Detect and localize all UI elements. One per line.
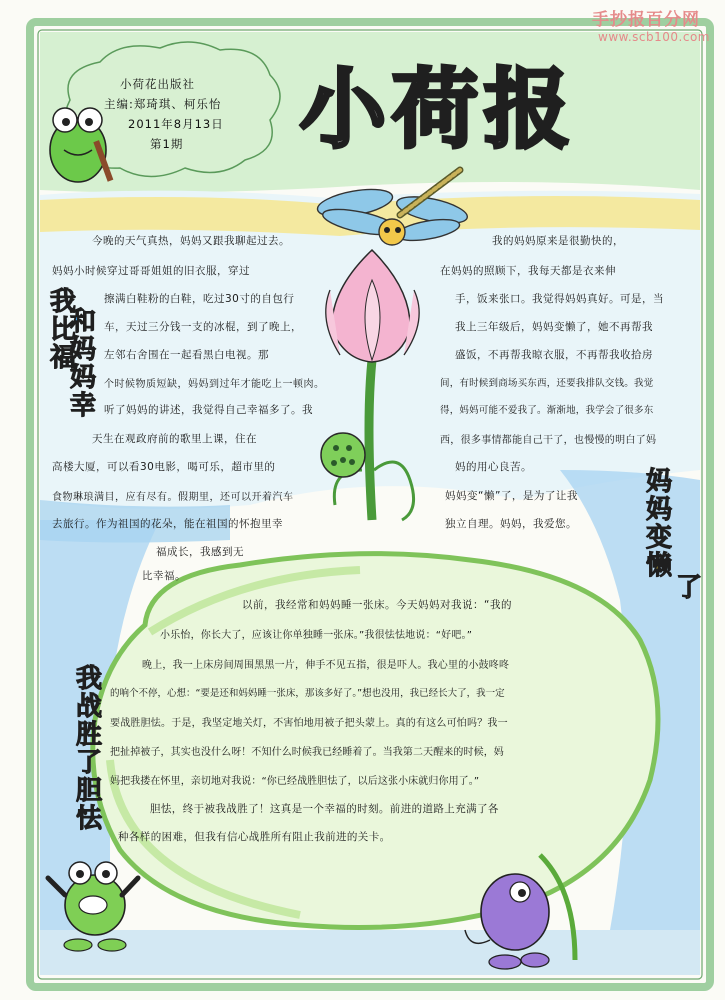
article1-line: 天生在观政府前的歌里上课，住在: [92, 433, 257, 445]
article2-line: 我上三年级后，妈妈变懒了，她不再帮我: [455, 321, 653, 333]
article2-title: [646, 468, 676, 580]
article1-title-char: 我: [50, 287, 77, 317]
article2-line: 手，饭来张口。我觉得妈妈真好。可是，当: [455, 293, 664, 305]
article2-title-char: 懒: [646, 551, 673, 581]
article3-title-char: 战: [76, 692, 103, 722]
publisher-date: 2011年8月13日: [128, 117, 224, 131]
article2-title-tail: [676, 573, 703, 603]
article3-title-char: 怯: [76, 804, 103, 834]
article3-title-char: 我: [76, 664, 103, 694]
article2-line: 我的妈妈原来是很勤快的，: [492, 235, 624, 247]
article2-line: 西，很多事情都能自己干了，也慢慢的明白了妈: [440, 435, 657, 446]
article3-line: 小乐怡，你长大了，应该让你单独睡一张床。”我很怯怯地说：“好吧。”: [160, 630, 473, 641]
article2-title-char: 妈: [646, 495, 673, 525]
publisher-issue: 第1期: [150, 137, 184, 151]
publisher-name: 小荷花出版社: [120, 77, 195, 91]
article1-title-char: 妈: [70, 363, 97, 393]
article1-title-char: 比: [50, 315, 77, 345]
article1-line: 去旅行。作为祖国的花朵，能在祖国的怀抱里幸: [52, 518, 283, 530]
masthead-title: 小荷报: [300, 60, 576, 160]
article2-line: 盛饭，不再帮我晾衣服，不再帮我收拾房: [455, 349, 653, 361]
article3-line: 胆怯，终于被我战胜了！这真是一个幸福的时刻。前进的道路上充满了各: [150, 803, 499, 815]
article3-title-char: 胜: [76, 720, 103, 750]
article1-line: 食物琳琅满目，应有尽有。假期里，还可以开着汽车: [52, 492, 294, 503]
publisher-editors: 主编:郑琦琪、柯乐怡: [104, 97, 222, 111]
article3-line: 要战胜胆怯。于是，我坚定地关灯，不害怕地用被子把头蒙上。真的有这么可怕吗？我一: [110, 718, 508, 729]
article2-line: 在妈妈的照顾下，我每天都是衣来伸: [440, 265, 616, 277]
article3-line: 把扯掉被子，其实也没什么呀！不知什么时候我已经睡着了。当我第二天醒来的时候，妈: [110, 747, 504, 758]
article2-line: 妈的用心良苦。: [455, 461, 532, 473]
lotus-pod-icon: [321, 433, 365, 477]
article3-line: 的响个不停，心想：“要是还和妈妈睡一张床，那该多好了。”想也没用，我已经长大了，我一定: [110, 688, 505, 699]
article2-line: 得，妈妈可能不爱我了。渐渐地，我学会了很多东: [440, 405, 654, 416]
article1-line: 比幸福。: [142, 570, 186, 582]
article1-title-char: 福: [50, 343, 77, 373]
article2-line: 间，有时候到商场买东西，还要我排队交钱。我觉: [440, 378, 654, 389]
article1-title-char: 幸: [70, 391, 97, 421]
article1-line: 左邻右舍围在一起看黑白电视。那: [104, 349, 269, 361]
article2-title-char: 了: [676, 573, 703, 603]
article1-line: 福成长，我感到无: [156, 546, 244, 558]
article1-line: 擦满白鞋粉的白鞋，吃过30寸的自包行: [104, 293, 295, 305]
article2-line: 独立自理。妈妈，我爱您。: [445, 518, 577, 530]
article3-line: 以前，我经常和妈妈睡一张床。今天妈妈对我说：“我的: [242, 599, 512, 611]
article1-title-char: 和: [70, 307, 97, 337]
article1-line: 车，天过三分钱一支的冰棍，到了晚上，: [104, 321, 302, 333]
article1-line: 高楼大厦，可以看30电影，喝可乐，超市里的: [52, 461, 276, 473]
watermark-name: 手抄报百分网: [592, 10, 700, 30]
article1-line: 妈妈小时候穿过哥哥姐姐的旧衣服，穿过: [52, 265, 250, 277]
article1-title-char: 妈: [70, 335, 97, 365]
article2-line: 妈妈变“懒”了，是为了让我: [445, 490, 578, 502]
article3-title: [76, 665, 106, 833]
article1-line: 个时候物质短缺，妈妈到过年才能吃上一顿肉。: [104, 379, 325, 390]
article1-title-col2: [70, 308, 100, 420]
article3-title-char: 了: [76, 748, 103, 778]
article3-line: 晚上，我一上床房间周围黑黑一片，伸手不见五指，很是吓人。我心里的小鼓咚咚: [142, 660, 510, 671]
article3-line: 妈把我搂在怀里，亲切地对我说：“你已经战胜胆怯了，以后这张小床就归你用了。”: [110, 776, 480, 787]
article2-title-char: 妈: [646, 467, 673, 497]
article3-line: 种各样的困难，但我有信心战胜所有阻止我前进的关卡。: [118, 831, 391, 843]
article2-title-char: 变: [646, 523, 673, 553]
watermark-url: www.scb100.com: [598, 30, 710, 44]
article1-line: 今晚的天气真热，妈妈又跟我聊起过去。: [92, 235, 290, 247]
article1-line: 听了妈妈的讲述，我觉得自己幸福多了。我: [104, 404, 313, 416]
article3-title-char: 胆: [76, 776, 103, 806]
